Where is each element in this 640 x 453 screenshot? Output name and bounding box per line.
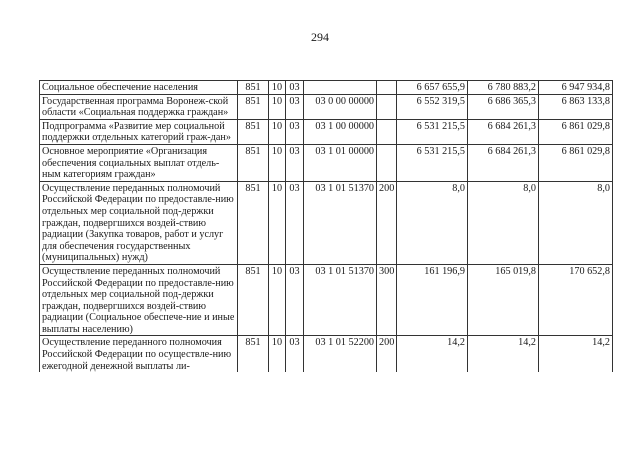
- table-row: [40, 181, 613, 264]
- table-row: [40, 264, 613, 336]
- row-name: Подпрограмма «Развитие мер социальной поддержки отдельных категорий граж-дан»: [40, 119, 238, 144]
- cell-ved: 851: [238, 264, 269, 336]
- cell-value-3: 6 861 029,8: [539, 144, 613, 181]
- row-name: Осуществление переданного полномочия Российской Федерации по осуществле-нию ежегодной денежной выплаты ли-: [40, 336, 238, 372]
- row-name: Осуществление переданных полномочий Российской Федерации по предоставле-нию отдельных мер социальной под-держки граждан, подвергшихся воздей-ствию радиации (Социальное обеспече-ние и иные выплаты населению): [40, 264, 238, 336]
- cell-pr: 03: [286, 144, 304, 181]
- cell-ved: 851: [238, 181, 269, 264]
- cell-value-3: 6 863 133,8: [539, 94, 613, 119]
- cell-csr: 03 1 01 00000: [304, 144, 377, 181]
- cell-rz: 10: [269, 119, 286, 144]
- cell-value-1: 161 196,9: [397, 264, 468, 336]
- cell-ved: 851: [238, 94, 269, 119]
- cell-vr: [377, 81, 397, 95]
- table-row: [40, 94, 613, 119]
- cell-value-3: 6 861 029,8: [539, 119, 613, 144]
- page-number: 294: [311, 30, 329, 44]
- cell-csr: [304, 81, 377, 95]
- cell-ved: 851: [238, 81, 269, 95]
- table-row: [40, 336, 613, 372]
- cell-vr: 300: [377, 264, 397, 336]
- cell-csr: 03 1 01 51370: [304, 181, 377, 264]
- cell-value-1: 14,2: [397, 336, 468, 372]
- cell-csr: 03 1 01 52200: [304, 336, 377, 372]
- cell-value-2: 165 019,8: [468, 264, 539, 336]
- row-name: Основное мероприятие «Организация обеспечения социальных выплат отдель-ным категориям граждан»: [40, 144, 238, 181]
- row-name: Осуществление переданных полномочий Российской Федерации по предоставле-нию отдельных мер социальной под-держки граждан, подвергшихся воздей-ствию радиации (Закупка товаров, работ и услуг для обеспечения государственных (муниципальных) нужд): [40, 181, 238, 264]
- cell-ved: 851: [238, 119, 269, 144]
- cell-value-1: 6 531 215,5: [397, 144, 468, 181]
- table-row: [40, 119, 613, 144]
- cell-value-1: 6 657 655,9: [397, 81, 468, 95]
- cell-pr: 03: [286, 119, 304, 144]
- cell-value-2: 6 780 883,2: [468, 81, 539, 95]
- row-name: Социальное обеспечение населения: [40, 81, 238, 95]
- row-name: Государственная программа Воронеж-ской области «Социальная поддержка граждан»: [40, 94, 238, 119]
- cell-rz: 10: [269, 81, 286, 95]
- cell-value-1: 6 531 215,5: [397, 119, 468, 144]
- cell-value-2: 14,2: [468, 336, 539, 372]
- cell-value-3: 170 652,8: [539, 264, 613, 336]
- cell-vr: [377, 119, 397, 144]
- table-row: [40, 144, 613, 181]
- cell-ved: 851: [238, 336, 269, 372]
- cell-pr: 03: [286, 94, 304, 119]
- cell-pr: 03: [286, 264, 304, 336]
- cell-vr: 200: [377, 181, 397, 264]
- cell-value-3: 6 947 934,8: [539, 81, 613, 95]
- cell-pr: 03: [286, 181, 304, 264]
- cell-rz: 10: [269, 94, 286, 119]
- cell-value-2: 6 684 261,3: [468, 119, 539, 144]
- cell-value-2: 6 684 261,3: [468, 144, 539, 181]
- cell-vr: 200: [377, 336, 397, 372]
- cell-vr: [377, 144, 397, 181]
- cell-value-2: 6 686 365,3: [468, 94, 539, 119]
- cell-rz: 10: [269, 144, 286, 181]
- cell-csr: 03 0 00 00000: [304, 94, 377, 119]
- table-row: [40, 81, 613, 95]
- cell-rz: 10: [269, 264, 286, 336]
- cell-pr: 03: [286, 81, 304, 95]
- cell-ved: 851: [238, 144, 269, 181]
- cell-pr: 03: [286, 336, 304, 372]
- cell-vr: [377, 94, 397, 119]
- cell-value-1: 6 552 319,5: [397, 94, 468, 119]
- cell-csr: 03 1 01 51370: [304, 264, 377, 336]
- cell-value-2: 8,0: [468, 181, 539, 264]
- cell-value-1: 8,0: [397, 181, 468, 264]
- cell-rz: 10: [269, 181, 286, 264]
- budget-table: [39, 80, 613, 372]
- cell-value-3: 8,0: [539, 181, 613, 264]
- cell-csr: 03 1 00 00000: [304, 119, 377, 144]
- cell-value-3: 14,2: [539, 336, 613, 372]
- cell-rz: 10: [269, 336, 286, 372]
